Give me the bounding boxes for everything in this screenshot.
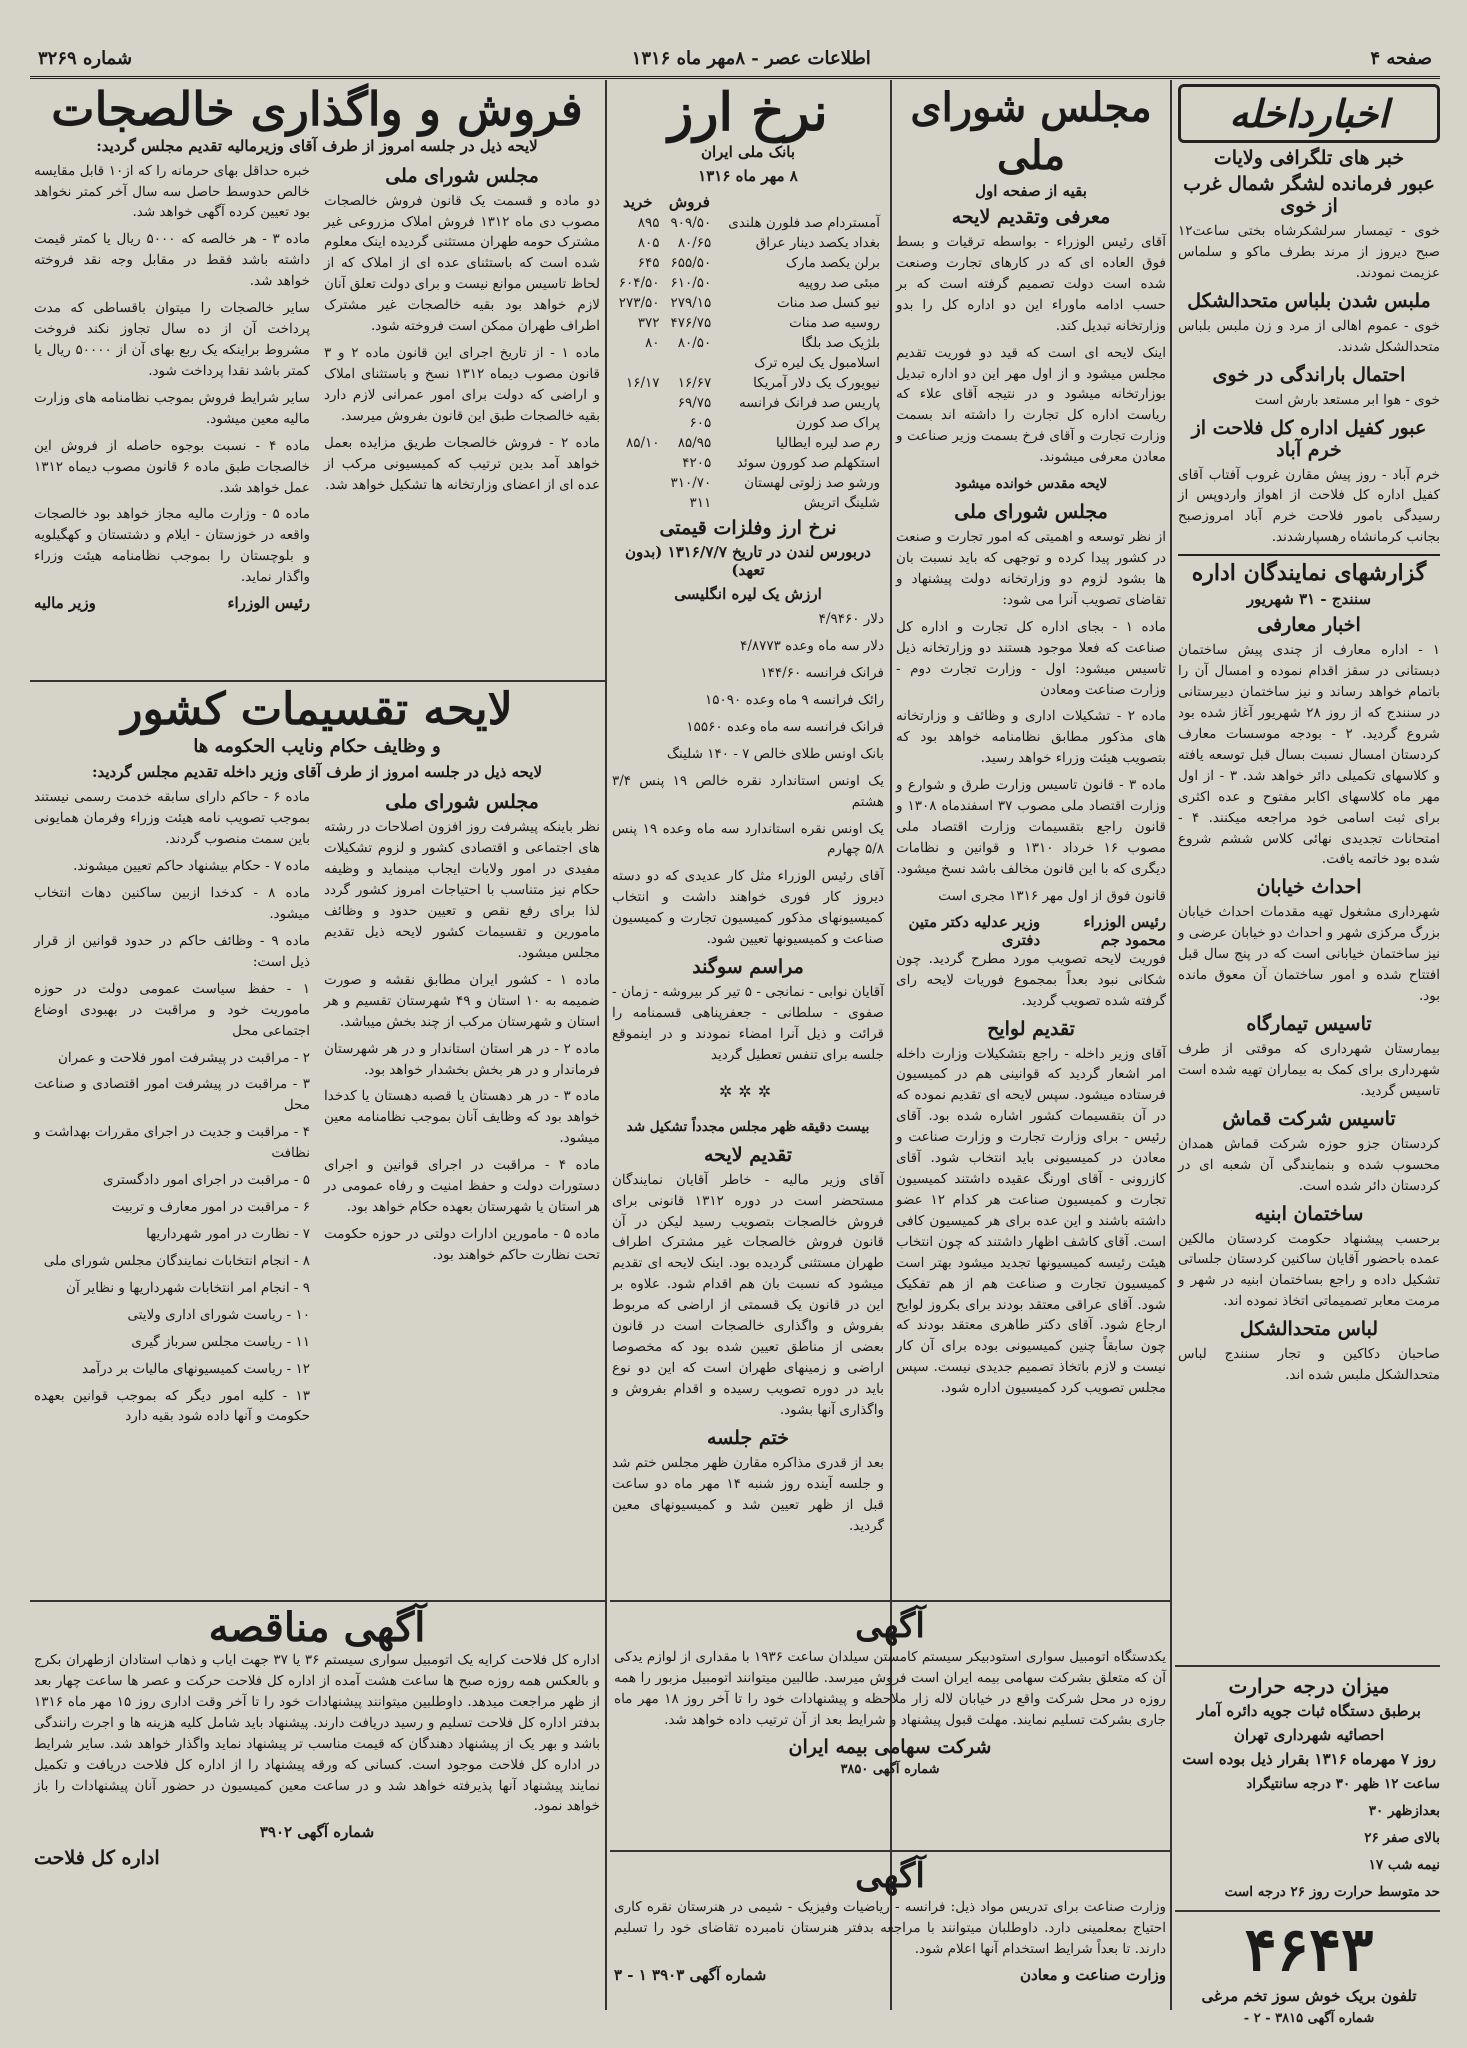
rate-buy: ۳۷۲: [637, 315, 660, 332]
list-item: ماده ۶ - حاکم دارای سابقه خدمت رسمی نیستند بموجب تصویب نامه هیئت وزراء وفرمان همایونی باین سمت منصوب گردند.: [34, 789, 310, 848]
rate-buy: ۲۷۳/۵۰: [618, 295, 660, 312]
rate-currency: برلن یکصد مارک: [785, 255, 880, 272]
rate-sell: ۶۰۵: [689, 415, 712, 432]
notice-headline: آگهی: [855, 1856, 925, 1896]
text-column: [34, 161, 310, 613]
paragraph: سایر خالصجات را میتوان باقساطی که مدت پرداخت آن از ده سال تجاوز نکند فروخت مشروط براینکه یک ربع بهای آن از ۵۰۰۰۰ ریال یا کمتر باشد نقدا پرداخت شود.: [34, 300, 310, 379]
telegraph-item: [1178, 173, 1440, 284]
notice-signer: اداره کل فلاحت: [34, 1847, 160, 1870]
rate-sell: [664, 353, 716, 373]
section-rule: [1175, 1665, 1440, 1667]
paragraph: ماده ۱ - از تاریخ اجرای این قانون ماده ۲ و ۳ قانون مصوب دیماه ۱۳۱۲ نسخ و باستثنای املاک و اراضی که دولت برای امور عمرانی لازم دارد بقیه خالصجات طبق این قانون بفروش میرسد.: [324, 345, 601, 424]
rate-sell: ۲۷۹/۱۵: [670, 295, 712, 312]
newspaper-page: [30, 40, 1440, 2026]
paragraph: ماده ۳ - قانون تاسیس وزارت طرق و شوارع و وزارت اقتصاد ملی مصوب ۳۷ اسفندماه ۱۳۰۸ و قانون راجع بتقسیمات وزارت اقتصاد ملی مصوب ۱۶ خرداد ۱۳۱۰ و قوانین و نظامات دیگری که با این قانون مخالف باشد نسخ میشود.: [896, 777, 1167, 877]
rate-buy: ۶۴۵: [637, 255, 660, 272]
list-item: ۷ - نظارت در امور شهرداریها: [146, 1225, 310, 1242]
item-title: تاسیس تیمارگاه: [1246, 1012, 1372, 1035]
reports-dateline: سنندج - ۳۱ شهریور: [1246, 590, 1372, 609]
table-row: [612, 213, 884, 233]
land-sale-intro: لایحه ذیل در جلسه امروز از طرف آقای وزیرمالیه تقدیم مجلس گردید:: [96, 136, 538, 155]
rate-currency: رم صد لیره ایطالیا: [775, 435, 880, 452]
item-title: عبور کفیل اداره کل فلاحت از خرم آباد: [1191, 416, 1427, 461]
rate-buy: [612, 473, 664, 493]
metals-heading: نرخ ارز وفلزات قیمتی: [659, 517, 837, 540]
report-item: [1178, 1108, 1440, 1197]
column-header-name: [715, 191, 884, 213]
divisions-headline: لایحه تقسیمات کشور: [121, 684, 513, 735]
text-column: [34, 787, 310, 1433]
temperature-row: نیمه شب ۱۷: [1368, 1856, 1440, 1873]
rate-currency: پاریس صد فرانک فرانسه: [739, 395, 880, 412]
item-text: خوی - عموم اهالی از مرد و زن ملبس بلباس متحدالشکل شدند.: [1178, 317, 1440, 355]
section-rule: [30, 680, 605, 682]
temperature-source: برطبق دستگاه ثبات جویه دائره آمار: [1197, 1702, 1421, 1720]
two-column-body: [34, 787, 600, 1433]
masthead: [30, 40, 1440, 79]
signature: رئیس الوزراء: [227, 594, 310, 613]
list-item: ماده ۷ - حکام بیشنهاد حاکم تعیین میشوند.: [73, 858, 310, 875]
paragraph: اینک لایحه ای است که قید دو فوریت تقدیم مجلس میشود و از اول مهر این دو اداره تبدیل بوزارتخانه میشود و در نتیجه آقای علاء که ریاست اداره کل تجارت را داشته اند بسمت وزارت تجارت و آقای فرخ بسمت وزیر صناعت و معادن معرفی میشوند.: [896, 344, 1166, 466]
star-ornament: ✲✲✲: [718, 1081, 778, 1101]
metals-subheading: دربورس لندن در تاریخ ۱۳۱۶/۷/۷ (بدون تعهد): [625, 543, 871, 580]
temperature-row: حد متوسط حرارت روز ۲۶ درجه است: [1224, 1883, 1440, 1900]
notice-code: شماره آگهی ۳۹۰۳ ۱ - ۳: [614, 1965, 767, 1984]
rate-currency: روسیه صد منات: [789, 315, 880, 332]
table-row: [612, 373, 884, 393]
tender-headline: آگهی مناقصه: [208, 1604, 426, 1651]
rate-currency: شلینگ اتریش: [803, 495, 880, 512]
list-item: ۱۱ - ریاست مجلس سرباز گیری: [131, 1333, 310, 1350]
section-heading: مجلس شورای ملی: [385, 791, 539, 814]
paragraph: آقایان نوابی - نمانجی - ۵ تیر کر بیروشه - زمان - صفوی - سلطانی - جعفرپناهی قسمنامه را قرائت و ذیل آنرا امضاء نمودند و در اینموقع جلسه برای تنفس تعطیل گردید: [612, 984, 884, 1063]
rate-sell: ۶۱۰/۵۰: [670, 275, 712, 292]
rate-buy: ۱۶/۱۷: [626, 375, 660, 392]
paragraph: قانون فوق از اول مهر ۱۳۱۶ مجری است: [938, 887, 1166, 904]
exchange-headline: نرخ ارز: [668, 82, 828, 143]
table-row: [612, 433, 884, 453]
list-item: ۸ - انجام انتخابات نمایندگان مجلس شورای ملی: [43, 1252, 310, 1269]
notice-teachers: [614, 1856, 1166, 2016]
rate-currency: آمستردام صد فلورن هلندی: [728, 215, 880, 232]
table-row: [612, 473, 884, 493]
list-item: دلار سه ماه وعده ۴/۸۷۷۳: [740, 638, 884, 655]
rate-table-body: [612, 213, 884, 513]
exchange-rate-column: [612, 84, 884, 1596]
rate-currency: نیو کسل صد منات: [776, 295, 880, 312]
domestic-news-column: [1178, 84, 1440, 1662]
paragraph: بیست دقیقه ظهر مجلس مجدداً تشکیل شد: [626, 1118, 870, 1135]
ad-text: تلفون بریک خوش سوز تخم مرغی: [1201, 1987, 1417, 2005]
country-divisions-article: [34, 686, 600, 1594]
pound-heading: ارزش یک لیره انگلیسی: [674, 585, 822, 604]
rate-sell: ۶۵۵/۵۰: [670, 255, 712, 272]
item-title: احتمال باراندگی در خوی: [1212, 363, 1406, 386]
column-header-sell: فروش: [668, 193, 710, 212]
table-row: [612, 253, 884, 273]
temperature-date: روز ۷ مهرماه ۱۳۱۶ بقرار ذیل بوده است: [1182, 1750, 1436, 1768]
paragraph: فوریت لایحه تصویب مورد مطرح گردید. چون شکانی نبود بعداً بمجموع فوریات لایحه رای گرفته شده تصویب گردید.: [896, 950, 1166, 1009]
rate-buy: [612, 453, 664, 473]
divisions-subheadline: و وظایف حکام ونایب الحکومه ها: [193, 736, 441, 758]
rate-buy: ۸۰: [645, 335, 660, 352]
land-sale-headline: فروش و واگذاری خالصجات: [51, 82, 583, 136]
item-text: بیمارستان شهرداری که موقتی از طرف شهرداری برای کمک به بیماران تهیه شده است تاسیس گردید.: [1178, 1040, 1440, 1099]
list-item: ۴ - مراقبت و جدیت در اجرای مقررات بهداشت و نظافت: [34, 1124, 310, 1162]
section-heading: معرفی وتقدیم لایحه: [951, 206, 1111, 228]
paragraph: ماده ۲ - در هر استان استاندار و در هر شهرستان فرماندار و در هر بخش بخشدار خواهد بود.: [324, 1040, 600, 1078]
table-row: [612, 293, 884, 313]
paragraph: ماده ۲ - فروش خالصجات طریق مزایده بعمل خواهد آمد بدین ترتیب که کمیسیونی مرکب از عده ای از اعضای وزارتخانه ها تشکیل خواهد شد.: [324, 434, 600, 493]
paragraph: ماده ۴ - نسبت بوجوه حاصله از فروش این خالصجات طبق ماده ۶ قانون مصوب دیماه ۱۳۱۲ عمل خواهد شد.: [34, 437, 310, 496]
telegraph-item: [1178, 290, 1440, 358]
section-heading: خبر های تلگرافی ولایات: [1213, 147, 1405, 169]
paragraph: دو ماده و قسمت یک قانون فروش خالصجات مصوب دی ماه ۱۳۱۲ فروش املاک مزروعی غیر مشترک حومه طهران مستثنی گردیده اینک معلوم شده است که باستثنای عده ای از املاک که از لحاظ تاسیس موانع نیست و برای دولت تعلق آنان لازم خواهد بود بقیه خالصجات غیر مشترک اطراف طهران ممکن است فروخته شود.: [324, 192, 601, 335]
metals-list: [612, 609, 884, 860]
notice-text: وزارت صناعت برای تدریس مواد ذیل: فرانسه - ریاضیات وفیزیک - شیمی در هنرستان نقره کاری احتیاج بمعلمینی دارد. داوطلبان میتوانند با مراجعه بدفتر هنرستان نامبرده تقاضای خود را تسلیم دارند. تا بعداً شرایط استخدام آنها اعلام شود.: [614, 1898, 1166, 1957]
paragraph: خبره حداقل بهای حرمانه را که از۱۰ قابل مقایسه خالص حدوسط حاصل سه سال آخر کمتر نخواهد بود تعیین کرده آگهی خواهد شد.: [34, 162, 311, 221]
paragraph: بعد از قدری مذاکره مقارن ظهر مجلس ختم شد و جلسه آینده روز شنبه ۱۴ مهر ماه دو ساعت قبل از ظهر تعیین شد و کمیسیونهای معین گردید.: [612, 1454, 884, 1534]
rate-sell: ۶۹/۷۵: [677, 395, 712, 412]
item-title: احداث خیابان: [1256, 876, 1362, 899]
table-header-row: [612, 191, 884, 213]
reports-heading: گزارشهای نمایندگان اداره: [1178, 554, 1440, 586]
table-row: [612, 273, 884, 293]
paragraph: آقای رئیس الوزراء - بواسطه ترقیات و بسط فوق العاده ای که در کارهای تجارت وصنعت شده است دولت تصمیم گرفته است که بر حسب ادامه ماوراء این دو اداره کل را بدو وزارتخانه تبدیل کند.: [896, 234, 1166, 334]
temperature-box: [1178, 1670, 1440, 1906]
signature-line: [614, 1966, 1166, 1984]
table-row: [612, 313, 884, 333]
notice-car-sale: [614, 1606, 1166, 1846]
notice-signer: وزارت صناعت و معادن: [1020, 1965, 1166, 1984]
signature: رئیس الوزراء محمود جم: [1083, 912, 1166, 949]
paragraph: ماده ۱ - بجای اداره کل تجارت و اداره کل صناعت که فعلا موجود هستند دو وزارتخانه ذیل تاسیس میشود: اول - وزارت تجارت دوم - وزارت صناعت ومعادن: [896, 618, 1166, 698]
list-item: ۶ - مراقبت در امور معارف و تربیت: [111, 1199, 310, 1216]
telegraph-item: [1178, 417, 1440, 549]
item-title: تاسیس شرکت قماش: [1222, 1107, 1396, 1130]
item-text: برحسب پیشنهاد حکومت کردستان مالکین عمده باحضور آقایان ساکنین کردستان جلساتی تشکیل داده و راجع بساختمان ابنیه در شهر و مرمت معابر تصمیماتی اتخاذ نموده اند.: [1178, 1230, 1440, 1310]
phone-ad: [1178, 1915, 1440, 2026]
page-number: صفحه ۴: [1370, 47, 1432, 69]
rate-currency: بلژیک صد بلگا: [801, 335, 880, 352]
table-row: [612, 393, 884, 413]
rate-buy: ۸۵/۱۰: [626, 435, 660, 452]
temperature-row: ساعت ۱۲ ظهر ۳۰ درجه سانتیگراد: [1246, 1776, 1440, 1792]
paragraph: آقای رئیس الوزراء مثل کار عدیدی که دو دسته دیروز کار فوری خواهند داشت و انتخاب کمیسیونهای مذکور کمیسیون تجارت و کمیسیون صناعت و کمیسیونها تعیین شود.: [612, 868, 884, 948]
signature: وزیر عدلیه دکتر متین دفتری: [908, 912, 1041, 949]
section-heading: مراسم سوگند: [692, 956, 804, 979]
list-item: ۳ - مراقبت در پیشرفت امور اقتصادی و صناعت محل: [34, 1076, 310, 1114]
table-row: [612, 333, 884, 353]
temperature-row: بالای صفر ۲۶: [1364, 1829, 1440, 1846]
paragraph: ماده ۱ - کشور ایران مطابق نقشه و صورت ضمیمه به ۱۰ استان و ۴۹ شهرستان تقسیم و هر استان و شهرستان مرکب از چند بخش میباشد.: [324, 971, 600, 1030]
rate-sell: ۸۵/۹۵: [677, 435, 712, 452]
item-text: خوی - هوا ابر مستعد بارش است: [1254, 391, 1440, 408]
item-title: اخبار معارفی: [1257, 614, 1361, 637]
notice-code: شماره آگهی ۳۸۵۰: [840, 1762, 940, 1778]
report-item: [1178, 614, 1440, 870]
paragraph: سایر شرایط فروش بموجب نظامنامه های وزارت مالیه معین میشود.: [34, 389, 310, 427]
rate-currency: استکهلم صد کورون سوئد: [736, 455, 880, 472]
list-item: بانک اونس طلای خالص ۷ - ۱۴۰ شلینگ: [666, 745, 884, 762]
report-item: [1178, 1013, 1440, 1102]
phone-number: ۴۶۴۳: [1244, 1915, 1374, 1985]
table-row: [612, 353, 884, 373]
ad-code: شماره آگهی ۳۸۱۵ - ۲ -: [1243, 2011, 1375, 2026]
rate-sell: ۹۰۹/۵۰: [670, 215, 712, 232]
list-item: ماده ۹ - وظائف حاکم در حدود قوانین از قرار ذیل است:: [34, 932, 310, 970]
paragraph: از نظر توسعه و اهمیتی که امور تجارت و صنعت در کشور پیدا کرده و توجهی که باید نسبت بان ها بشود لزوم دو وزارتخانه دولت پیشنهاد و تقاضای تصویب آنرا می شود:: [896, 529, 1166, 608]
section-rule: [30, 1600, 605, 1602]
paragraph: لایحه مقدس خوانده میشود: [954, 476, 1108, 493]
majlis-column: [896, 84, 1166, 1596]
report-item: [1178, 1203, 1440, 1313]
signature: وزیر مالیه: [34, 594, 96, 613]
list-item: ۱۲ - ریاست کمیسیونهای مالیات بر درآمد: [82, 1360, 310, 1377]
paragraph: ماده ۲ - تشکیلات اداری و وظائف و وزارتخانه های مذکور مطابق نظامنامه خواهد بود که بتصویب هیئت وزراء خواهد رسید.: [896, 708, 1166, 767]
list-item: ۱۳ - کلیه امور دیگر که بموجب قوانین بعهده حکومت و آنها داده شود بقیه دارد: [34, 1387, 310, 1425]
rate-sell: ۴۷۶/۷۵: [670, 315, 712, 332]
table-row: [612, 493, 884, 513]
two-column-body: [34, 161, 600, 613]
paragraph: نظر باینکه پیشرفت روز افزون اصلاحات در رشته های اجتماعی و اقتصادی کشور و لزوم تشکیلات مفیدی در امور ولایات ایجاب مینماید و وظیفه حکام نیز متناسب با احتیاجات امروز کشور گردد لذا برای رفع نقص و تعیین حدود و وظائف مامورین و تقسیمات کشور لایحه ذیل تقدیم مجلس میشود.: [324, 819, 600, 961]
column-rule: [1170, 80, 1172, 2010]
land-sale-article: [34, 84, 600, 676]
rate-buy: ۶۰۴/۵۰: [618, 275, 660, 292]
rate-currency: ورشو صد زلوتی لهستان: [744, 475, 880, 492]
item-title: عبور فرمانده لشگر شمال غرب از خوی: [1183, 173, 1435, 217]
tender-text: اداره کل فلاحت کرایه یک اتومبیل سواری سیستم ۳۶ یا ۳۷ جهت ایاب و ذهاب استادان ازطهران بکرج و بالعکس همه روزه صبح ها ساعت هشت آمده از اداره کل فلاحت حرکت و عصر ها ساعت چهار بعد از ظهر مراجعت میدهد. داوطلبین میتوانند پیشنهادات خود را تا آخر وقت اداری روز ۱۵ مهر ماه ۱۳۱۶ بدفتر اداره کل فلاحت تسلیم و رسید دریافت دارند. پیشنهاد باید شامل کلیه هزینه ها و اجرت رانندگی باشد و بهر یک از پیشنهاد دهندگان که قیمت مناسب تر پیشنهاد نماید واگذار خواهد شد. سایر شرایط در اداره کل فلاحت موجود است. کسانی که ورقه پیشنهاد را از اداره کل فلاحت دریافت و تکمیل نمایند پیشنهاد آنها پذیرفته خواهد شد و در ساعت معین کمیسیون در حضور آنان پیشنهادات را باز خواهد نمود.: [34, 1652, 600, 1815]
rate-currency: اسلامبول یک لیره ترک: [754, 355, 880, 372]
telegraph-item: [1178, 364, 1440, 411]
section-rule: [1175, 1910, 1440, 1912]
list-item: ۱۰ - ریاست شورای اداری ولایتی: [127, 1306, 310, 1323]
majlis-headline: مجلس شورای ملی: [910, 84, 1152, 179]
list-item: ۵ - مراقبت در اجرای امور دادگستری: [103, 1172, 310, 1189]
temperature-source: احصائیه شهرداری تهران: [1233, 1726, 1385, 1744]
list-item: ۱ - حفظ سیاست عمومی دولت در حوزه ماموریت خود و مراقبت در بهبودی اوضاع اجتماعی محل: [34, 980, 310, 1039]
continued-note: بقیه از صفحه اول: [975, 182, 1087, 200]
paragraph: ماده ۵ - وزارت مالیه مجاز خواهد بود خالصجات واقعه در خوزستان - ایلام و دشتستان و کهگیلویه و بلوچستان را بموجب نظامنامه هیئت وزراء واگذار نماید.: [34, 506, 310, 586]
item-title: ملبس شدن بلباس متحدالشکل: [1187, 289, 1431, 312]
domestic-news-logo: اخبارداخله: [1178, 84, 1440, 143]
text-column: [324, 787, 600, 1433]
list-item: فرانک فرانسه سه ماه وعده ۱۵۵۶۰: [686, 718, 884, 735]
rate-sell: ۳۱۰/۷۰: [670, 475, 712, 492]
paper-date: اطلاعات عصر - ۸مهر ماه ۱۳۱۶: [631, 47, 871, 69]
item-text: صاحبان دکاکین و تجار سنندج لباس متحدالشکل ملبس شده اند.: [1178, 1346, 1440, 1384]
bank-name: بانک ملی ایران: [700, 143, 796, 162]
notice-text: یکدستگاه اتومبیل سواری استودبیکر سیستم کامستن سیلدان ساعت ۱۹۳۶ با مقداری از لوازم یدکی آن که متعلق بشرکت سهامی بیمه ایران است فروش میرسد. طالبین میتوانند اتومبیل مزبور را همه روزه در محل شرکت واقع در خیابان لاله زار ملاحظه و پیشنهادات خود را تا آخر روز ۱۸ مهر ماه جاری بشرکت تسلیم نمایند. مهلت قبول پیشنهاد و شرایط بعد از آن ترتیب داده خواهد شد.: [614, 1648, 1167, 1728]
section-heading: ختم جلسه: [707, 1426, 789, 1449]
rate-date: ۸ مهر ماه ۱۳۱۶: [698, 167, 798, 186]
paragraph: ماده ۳ - در هر دهستان یا قصبه دهستان یا کدخدا خواهد بود که وظایف آنان بموجب نظامنامه معین میشود.: [324, 1088, 600, 1147]
report-item: [1178, 876, 1440, 1007]
rate-currency: نیویورک یک دلار آمریکا: [753, 375, 880, 392]
text-column: [324, 161, 600, 613]
paragraph: ماده ۴ - مراقبت در اجرای قوانین و اجرای دستورات دولت و حفظ امنیت و رفاه عمومی در هر استان یا شهرستان بعهده حکام خواهد بود.: [324, 1157, 600, 1216]
item-title: ساختمان ابنیه: [1254, 1202, 1364, 1225]
list-item: ماده ۸ - کدخدا ازبین ساکنین دهات انتخاب میشود.: [34, 885, 310, 922]
item-text: شهرداری مشغول تهیه مقدمات احداث خیابان بزرگ مرکزی شهر و احداث دو خیابان عرضی و نیز ساختمان خیابانی است که در پنج سال قبل افتتاح شده و امور ساختمان آن معوق مانده بود.: [1178, 904, 1440, 1005]
paragraph: آقای وزیر داخله - راجع بتشکیلات وزارت داخله امر اشعار گردید که قوانینی هم در کمیسیون فرستاده میشود. سپس لایحه ای تقدیم نموده که در آن بتقسیمات کشور اشاره شده بود. آقای رئیس - برای وزارت تجارت و وزارت صناعت و معادن در کمیسیونی باید انتخاب شود. آقای کازرونی - آقای اورنگ عقیده داشتند کمیسیون تجارت و کمیسیون صناعت هر کدام ۱۲ عضو داشته باشند و این عده برای هر کمیسیون کافی است. آقای کاشف اظهار داشتند که چون انتخاب هیئت رئیسه کمیسیونها تجدید میشود بهتر است کمیسیون تجارت و صناعت هم از هم تفکیک شود. آقای عراقی معتقد بودند برای بکروز لوایح ارجاع شود. آقای دکتر طاهری معتقد بودند که چون سابقاً چنین کمیسیونی بوده برای آن کار نیست و لازم باتخاذ تصمیم جدیدی نیست. سپس مجلس تصویب کرد کمیسیون اداره شود.: [896, 1045, 1167, 1397]
section-heading: تقدیم لوایح: [987, 1017, 1075, 1040]
table-row: [612, 453, 884, 473]
item-text: کردستان جزو حوزه شرکت قماش همدان محسوب شده و بنمایندگی آن شعبه ای در کردستان دائر شده است.: [1178, 1135, 1440, 1194]
section-heading: تقدیم لایحه: [704, 1143, 792, 1166]
signature-line: [34, 594, 310, 612]
list-item: یک اونس نقره استاندارد سه ماه وعده ۱۹ پنس ۵/۸ چهارم: [612, 820, 884, 858]
rate-currency: بغداد یکصد دینار عراق: [755, 235, 880, 252]
list-item: رائک فرانسه ۹ ماه وعده ۱۵۰۹۰: [705, 691, 884, 708]
rate-sell: ۱۶/۶۷: [677, 375, 712, 392]
list-item: فرانک فرانسه ۱۴۴/۶۰: [760, 665, 884, 682]
item-text: خوی - تیمسار سرلشکرشاه بختی ساعت۱۲ صبح دیروز از مرند بطرف ماکو و سلماس عزیمت نمودند.: [1178, 223, 1440, 281]
item-text: ۱ - اداره معارف از چندی پیش ساختمان دبستانی در سقز اقدام نموده و امسال آن را باتمام خواهد رساند و نیز ساختمان دبیرستانی در سنندج که از روز ۲۸ شهریور آغاز شده بود شروع گردید. ۲ - بودجه موسسات معارف کردستان امسال نسبت بسال قبل توسعه یافته و کلاسهای تکمیلی دائر خواهد شد. ۳ - از اول مهر ماه کلاسهای اکابر مفتوح و عده اکثری برای ثبت اسامی خود مراجعه میکنند. ۴ - امتحانات تجدیدی نهائی کلاس ششم شروع شده بود خاتمه یافت.: [1178, 642, 1440, 868]
notice-signer: شرکت سهامی بیمه ایران: [788, 1736, 992, 1759]
paragraph: ماده ۵ - مامورین ادارات دولتی در حوزه حکومت تحت نظارت حاکم خواهند بود.: [324, 1225, 600, 1263]
rate-currency: مبئی صد روپیه: [798, 275, 880, 292]
rate-buy: [612, 493, 664, 513]
list-item: دلار ۴/۹۴۶۰: [818, 611, 884, 628]
item-text: خرم آباد - روز پیش مقارن غروب آفتاب آقای کفیل اداره کل فلاحت از اهواز واردوپس از رسیدگی بامور فلاحت خرم آباد امروزصبح بجانب کرمانشاه رهسپارشدند.: [1178, 466, 1440, 546]
rate-sell: ۸۰/۵۰: [677, 335, 712, 352]
rate-buy: [612, 393, 664, 413]
signature-line: [896, 913, 1166, 949]
notice-code: شماره آگهی ۳۹۰۲: [259, 1823, 375, 1842]
column-rule: [605, 80, 607, 2010]
divisions-intro: لایحه ذیل در جلسه امروز از طرف آقای وزیر داخله تقدیم مجلس گردید:: [91, 763, 543, 782]
tender-notice: [34, 1606, 600, 2016]
paragraph: آقای وزیر مالیه - خاطر آقایان نمایندگان مستحضر است در دوره ۱۳۱۲ قانونی برای فروش خالصجات بتصویب رسید لیکن در آن قانون فروش خالصجات غیر مشترک اطراف طهران مستثنی گردیده بود. اینک لایحه ای تقدیم میشود که نسبت بان هم اقدام شود. علاوه بر این در قانون یک قسمتی از اراضی که مربوط بفروش و واگذاری خالصجات است در قانون بعضی از مناطق تعیین شده بود که مخصوصا اراضی و زمینهای طهران است که این دو نوع باید در دوره تصویب رسیده و اقدام بفروش و واگذاری آنها بشود.: [612, 1171, 885, 1418]
section-rule: [610, 1850, 1170, 1852]
list-item: یک اونس استاندارد نقره خالص ۱۹ پنس ۳/۴ هشتم: [612, 772, 884, 810]
rate-sell: ۸۰/۶۵: [677, 235, 712, 252]
paragraph: ماده ۳ - هر خالصه که ۵۰۰۰ ریال یا کمتر قیمت داشته باشد فقط در مقابل وجه نقد فروخته خواهد شد.: [34, 231, 310, 290]
section-heading: مجلس شورای ملی: [385, 164, 539, 187]
rate-buy: [612, 353, 664, 373]
exchange-rate-table: [612, 191, 884, 513]
issue-number: شماره ۳۲۶۹: [38, 47, 133, 69]
column-header-buy: خرید: [622, 193, 653, 212]
section-rule: [610, 1600, 1170, 1602]
table-row: [612, 413, 884, 433]
temperature-title: میزان درجه حرارت: [1228, 1674, 1390, 1698]
notice-headline: آگهی: [855, 1606, 925, 1646]
rate-buy: ۸۹۵: [637, 215, 660, 232]
list-item: ۲ - مراقبت در پیشرفت امور فلاحت و عمران: [57, 1049, 310, 1066]
report-item: [1178, 1318, 1440, 1386]
rate-currency: پراک صد کورن: [795, 415, 880, 432]
rate-buy: [612, 413, 664, 433]
temperature-row: بعدازظهر ۳۰: [1368, 1802, 1440, 1819]
rate-sell: ۳۱۱: [689, 495, 712, 512]
rate-sell: ۴۲۰۵: [682, 455, 712, 472]
item-title: لباس متحدالشکل: [1239, 1318, 1379, 1341]
section-heading: مجلس شورای ملی: [954, 501, 1108, 524]
table-row: [612, 233, 884, 253]
list-item: ۹ - انجام امر انتخابات شهرداریها و نظایر آن: [66, 1279, 310, 1296]
rate-buy: ۸۰۵: [637, 235, 660, 252]
